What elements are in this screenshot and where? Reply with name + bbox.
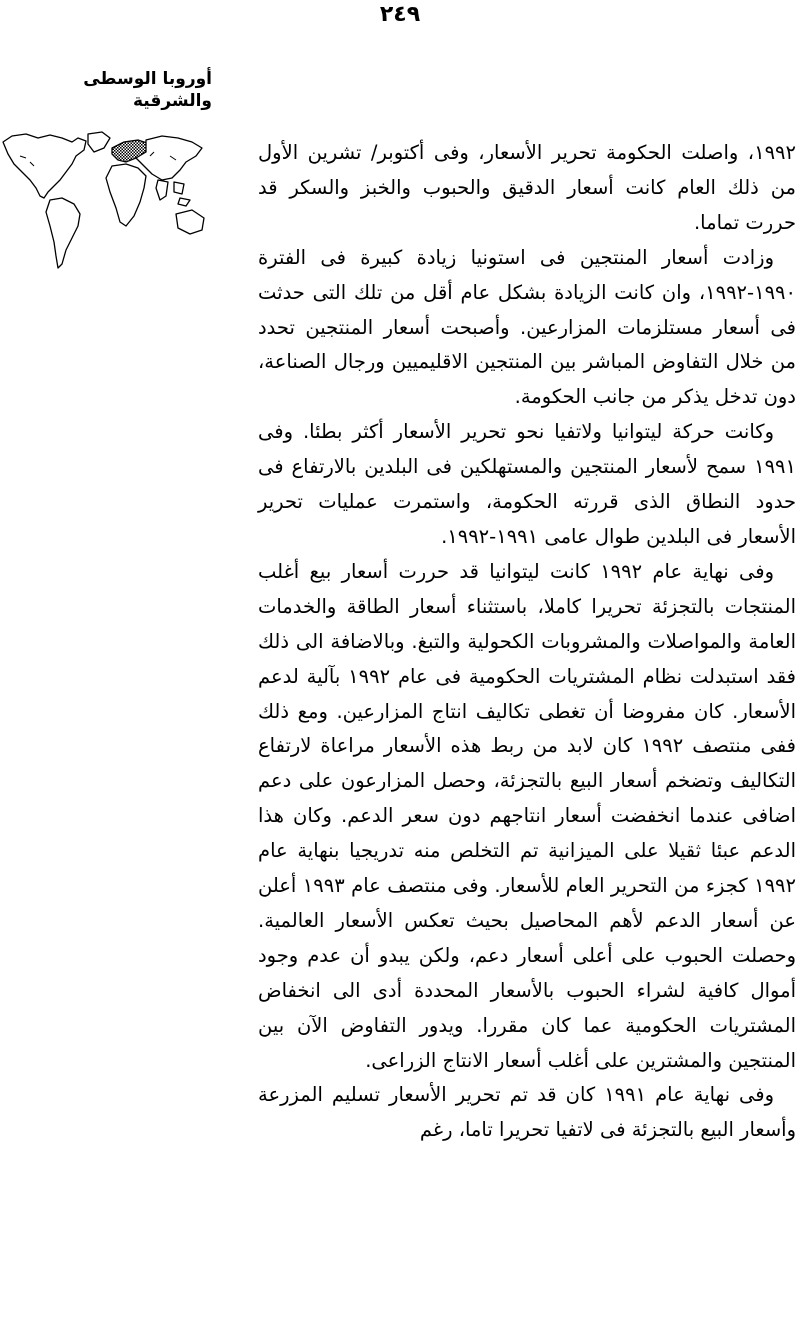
running-header: أوروبا الوسطى والشرقية [83, 69, 212, 111]
paragraph: ١٩٩٢، واصلت الحكومة تحرير الأسعار، وفى أكتوبر/ تشرين الأول من ذلك العام كانت أسعار الدقيق والحبوب والخبز والسكر قد حررت تماما. [258, 141, 796, 234]
paragraph: وفى نهاية عام ١٩٩١ كان قد تم تحرير الأسعار تسليم المزرعة وأسعار البيع بالتجزئة فى لاتفيا تحريرا تاما، رغم [258, 1083, 796, 1142]
paragraph: وزادت أسعار المنتجين فى استونيا زيادة كبيرة فى الفترة ١٩٩٠-١٩٩٢، وان كانت الزيادة بشكل عام أقل من تلك التى حدثت فى أسعار مستلزمات المزارعين. وأصبحت أسعار المنتجين تحدد من خلال التفاوض المباشر بين المنتجين الاقليميين ورجال الصناعة، دون تدخل يذكر من جانب الحكومة. [258, 245, 796, 409]
body-text [258, 136, 796, 1148]
world-map-icon [0, 126, 210, 274]
paragraph: وفى نهاية عام ١٩٩٢ كانت ليتوانيا قد حررت أسعار بيع أغلب المنتجات بالتجزئة تحريرا كاملا، باستثناء أسعار الطاقة والخدمات العامة والمواصلات والمشروبات الكحولية والتبغ. وبالاضافة الى ذلك فقد استبدلت نظام المشتريات الحكومية فى عام ١٩٩٢ بآلية لدعم الأسعار. كان مفروضا أن تغطى تكاليف انتاج المزارعين. ومع ذلك ففى منتصف ١٩٩٢ كان لابد من ربط هذه الأسعار مراعاة لارتفاع التكاليف وتضخم أسعار البيع بالتجزئة، وحصل المزارعون على دعم اضافى عندما انخفضت أسعار انتاجهم دون سعر الدعم. وكان هذا الدعم عبئا ثقيلا على الميزانية تم التخلص منه تدريجيا بنهاية عام ١٩٩٢ كجزء من التحرير العام للأسعار. وفى منتصف عام ١٩٩٣ أعلن عن أسعار الدعم لأهم المحاصيل بحيث تعكس الأسعار العالمية. وحصلت الحبوب على أعلى أسعار دعم، ولكن يبدو أن عدم وجود أموال كافية لشراء الحبوب بالأسعار المحددة أدى الى انخفاض المشتريات الحكومية عما كان مقررا. ويدور التفاوض الآن بين المنتجين والمشترين على أغلب أسعار الانتاج الزراعى. [258, 559, 797, 1072]
page-number: ٢٤٩ [379, 2, 421, 27]
paragraph: وكانت حركة ليتوانيا ولاتفيا نحو تحرير الأسعار أكثر بطئا. وفى ١٩٩١ سمح لأسعار المنتجين والمستهلكين فى البلدين بالارتفاع فى حدود النطاق الذى قررته الحكومة، واستمرت عمليات تحرير الأسعار فى البلدين طوال عامى ١٩٩١-١٩٩٢. [258, 420, 796, 548]
